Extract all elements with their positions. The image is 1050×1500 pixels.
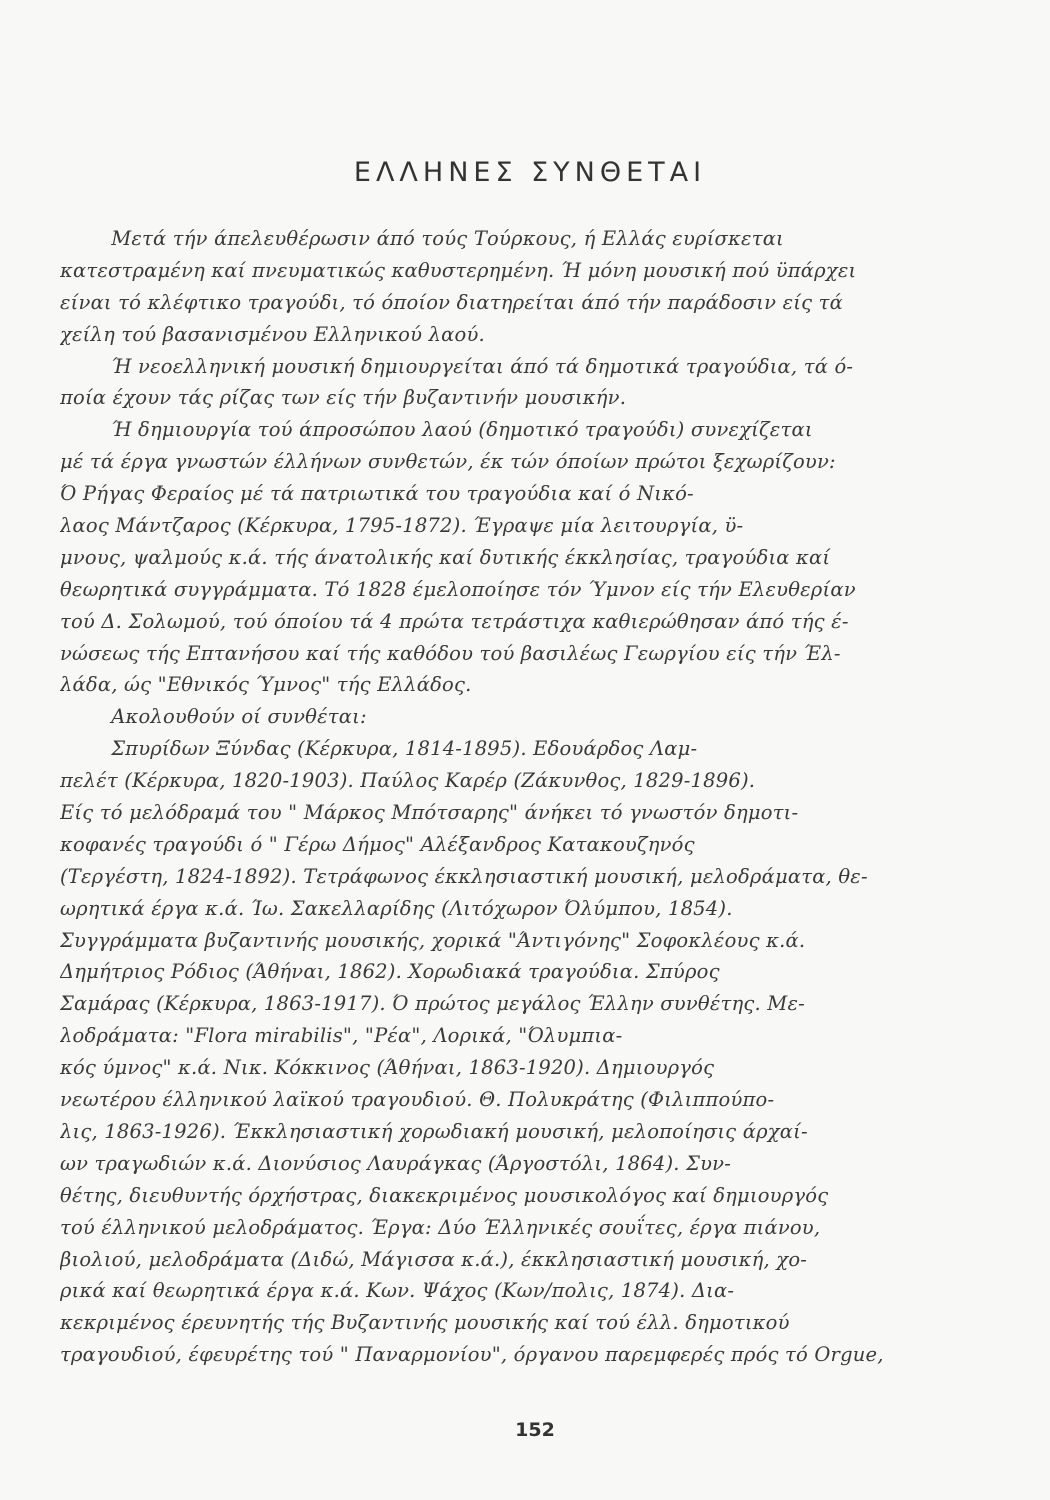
- text-line: Συγγράμματα βυζαντινής μουσικής, χορικά "Άντιγόνης" Σοφοκλέους κ.ά.: [60, 928, 806, 952]
- text-line: βιολιού, μελοδράματα (Διδώ, Μάγισσα κ.ά.), έκκλησιαστική μουσική, χο-: [60, 1247, 808, 1271]
- text-line: (Τεργέστη, 1824-1892). Τετράφωνος έκκλησιαστική μουσική, μελοδράματα, θε-: [60, 864, 868, 888]
- text-line: ωρητικά έργα κ.ά. Ίω. Σακελλαρίδης (Λιτόχωρον Όλύμπου, 1854).: [60, 896, 733, 920]
- text-line: κατεστραμένη καί πνευματικώς καθυστερημένη. Ή μόνη μουσική πού ϋπάρχει: [60, 258, 857, 282]
- text-line: Είς τό μελόδραμά του " Μάρκος Μπότσαρης" άνήκει τό γνωστόν δημοτι-: [60, 801, 799, 825]
- text-line: τού έλληνικού μελοδράματος. Έργα: Δύο Έλληνικές σουΐτες, έργα πιάνου,: [60, 1215, 821, 1239]
- page-number: 152: [515, 1419, 555, 1441]
- text-line: Δημήτριος Ρόδιος (Άθήναι, 1862). Χορωδιακά τραγούδια. Σπύρος: [60, 960, 720, 984]
- text-line: κεκριμένος έρευνητής τής Βυζαντινής μουσικής καί τού έλλ. δημοτικού: [60, 1311, 790, 1335]
- text-line: τραγουδιού, έφευρέτης τού " Παναρμονίου", όργανου παρεμφερές πρός τό Orgue,: [60, 1343, 884, 1367]
- text-line: Ό Ρήγας Φεραίος μέ τά πατριωτικά του τραγούδια καί ό Νικό-: [60, 482, 694, 506]
- text-line: τού Δ. Σολωμού, τού όποίου τά 4 πρώτα τετράστιχα καθιερώθησαν άπό τής έ-: [60, 609, 849, 633]
- text-line: Ή νεοελληνική μουσική δημιουργείται άπό τά δημοτικά τραγούδια, τά ό-: [60, 354, 854, 378]
- text-line: πελέτ (Κέρκυρα, 1820-1903). Παύλος Καρέρ (Ζάκυνθος, 1829-1896).: [60, 769, 756, 793]
- text-line: ων τραγωδιών κ.ά. Διονύσιος Λαυράγκας (Άργοστόλι, 1864). Συν-: [60, 1151, 731, 1175]
- text-line: χείλη τού βασανισμένου Ελληνικού λαού.: [60, 322, 485, 346]
- text-line: Ή δημιουργία τού άπροσώπου λαού (δημοτικό τραγούδι) συνεχίζεται: [60, 418, 813, 442]
- text-line: λάδα, ώς "Εθνικός Ύμνος" τής Ελλάδος.: [60, 673, 472, 697]
- text-line: νεωτέρου έλληνικού λαϊκού τραγουδιού. Θ. Πολυκράτης (Φιλιππούπο-: [60, 1088, 775, 1112]
- body-text: [60, 223, 965, 1371]
- text-line: λοδράματα: "Flora mirabilis", "Ρέα", Λορικά, "Όλυμπια-: [60, 1024, 623, 1048]
- text-line: είναι τό κλέφτικο τραγούδι, τό όποίον διατηρείται άπό τήν παράδοσιν είς τά: [60, 290, 843, 314]
- text-line: θεωρητικά συγγράμματα. Τό 1828 έμελοποίησε τόν Ύμνον είς τήν Ελευθερίαν: [60, 577, 856, 601]
- text-line: Ακολουθούν οί συνθέται:: [60, 705, 367, 729]
- text-line: μέ τά έργα γνωστών έλλήνων συνθετών, έκ τών όποίων πρώτοι ξεχωρίζουν:: [60, 450, 836, 474]
- text-line: λαος Μάντζαρος (Κέρκυρα, 1795-1872). Έγραψε μία λειτουργία, ϋ-: [60, 514, 744, 538]
- text-line: Σπυρίδων Ξύνδας (Κέρκυρα, 1814-1895). Εδουάρδος Λαμ-: [60, 737, 698, 761]
- text-line: νώσεως τής Επτανήσου καί τής καθόδου τού βασιλέως Γεωργίου είς τήν Έλ-: [60, 641, 841, 665]
- page-title: ΕΛΛΗΝΕΣ ΣΥΝΘΕΤΑΙ: [353, 157, 707, 188]
- text-line: ρικά καί θεωρητικά έργα κ.ά. Κων. Ψάχος (Κων/πολις, 1874). Δια-: [60, 1279, 735, 1303]
- text-line: λις, 1863-1926). Έκκλησιαστική χορωδιακή μουσική, μελοποίησις άρχαί-: [60, 1119, 808, 1143]
- text-line: ποία έχουν τάς ρίζας των είς τήν βυζαντινήν μουσικήν.: [60, 386, 627, 410]
- text-line: κοφανές τραγούδι ό " Γέρω Δήμος" Αλέξανδρος Κατακουζηνός: [60, 832, 695, 856]
- text-line: Σαμάρας (Κέρκυρα, 1863-1917). Ό πρώτος μεγάλος Έλλην συνθέτης. Με-: [60, 992, 805, 1016]
- text-line: Μετά τήν άπελευθέρωσιν άπό τούς Τούρκους, ή Ελλάς ευρίσκεται: [60, 227, 784, 250]
- text-line: θέτης, διευθυντής όρχήστρας, διακεκριμένος μουσικολόγος καί δημιουργός: [60, 1183, 829, 1207]
- text-line: κός ύμνος" κ.ά. Νικ. Κόκκινος (Άθήναι, 1863-1920). Δημιουργός: [60, 1056, 715, 1080]
- text-line: μνους, ψαλμούς κ.ά. τής άνατολικής καί δυτικής έκκλησίας, τραγούδια καί: [60, 545, 831, 569]
